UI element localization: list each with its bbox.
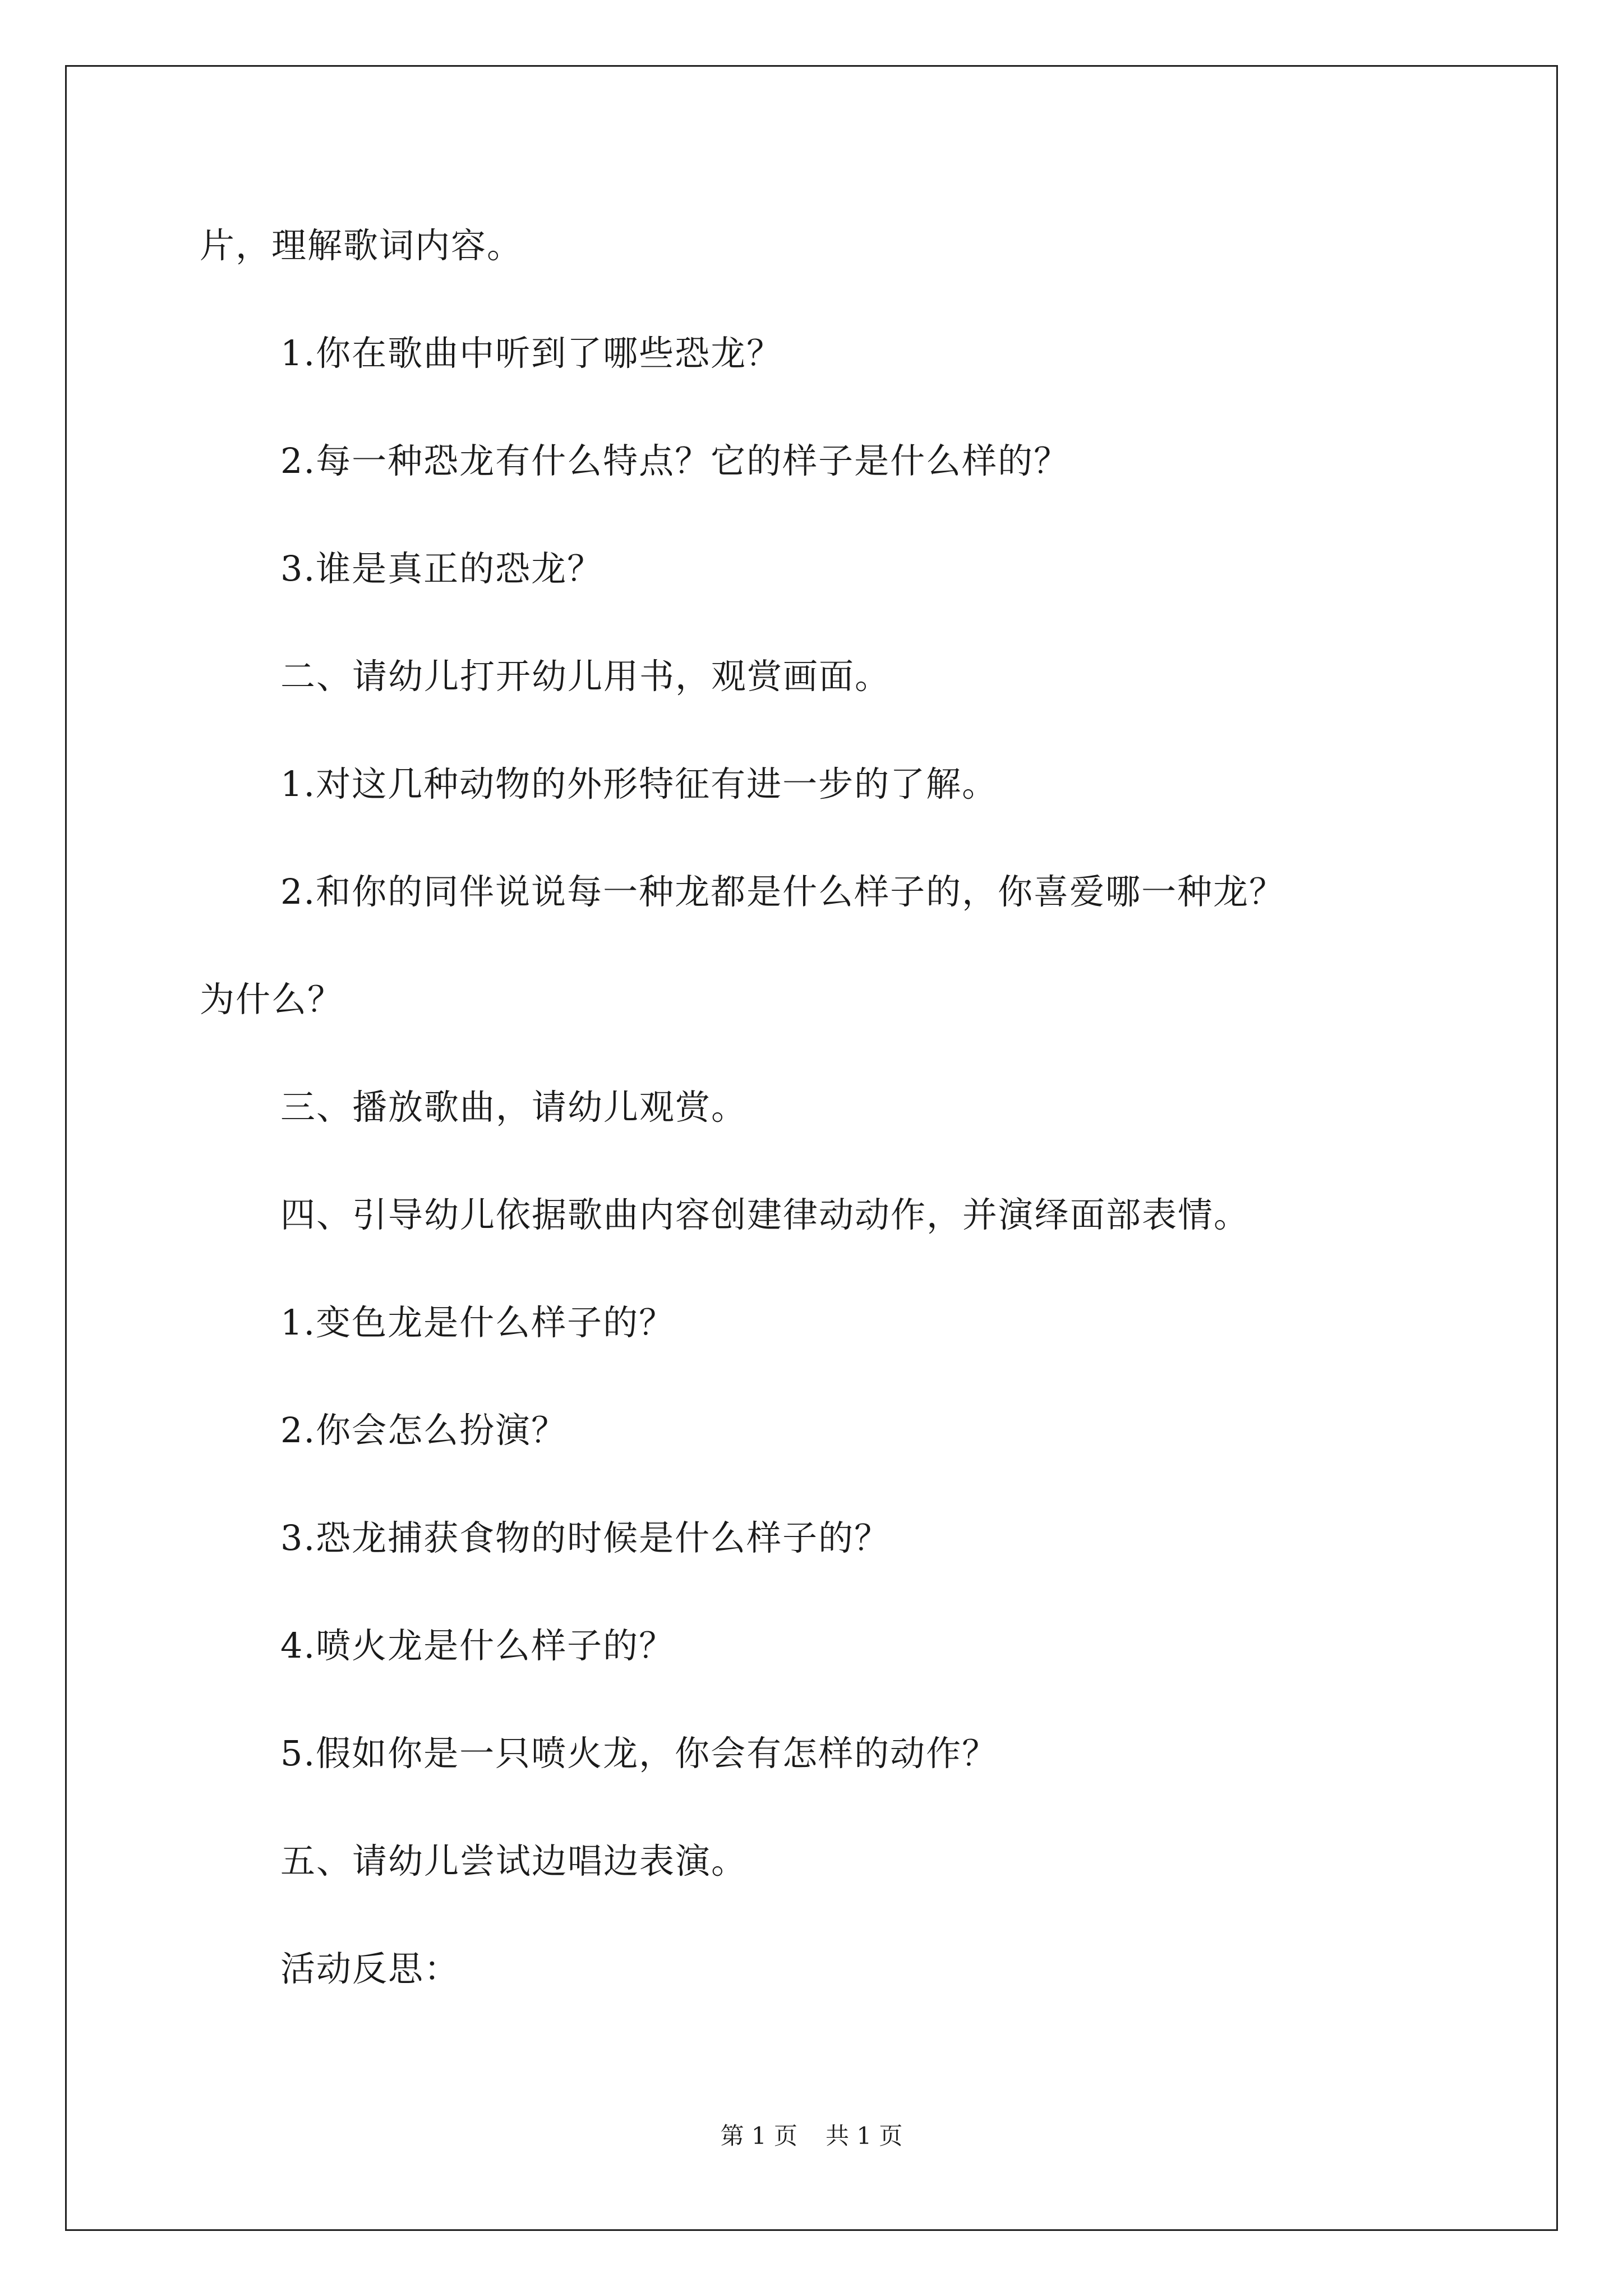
paragraph-line: 1.你在歌曲中听到了哪些恐龙？: [280, 333, 783, 374]
page-number-total: 共 1 页: [826, 2122, 903, 2150]
paragraph-line: 4.喷火龙是什么样子的？: [280, 1625, 675, 1666]
page-number-current: 第 1 页: [720, 2122, 797, 2150]
section-heading: 二、请幼儿打开幼儿用书，观赏画面。: [280, 656, 891, 697]
paragraph-line: 2.和你的同伴说说每一种龙都是什么样子的，你喜爱哪一种龙？: [280, 871, 1285, 912]
paragraph-line: 3.恐龙捕获食物的时候是什么样子的？: [280, 1517, 891, 1558]
paragraph-line: 2.你会怎么扮演？: [280, 1410, 568, 1451]
paragraph-line: 1.变色龙是什么样子的？: [280, 1302, 675, 1343]
paragraph-line: 2.每一种恐龙有什么特点？它的样子是什么样的？: [280, 440, 1070, 481]
paragraph-line: 片，理解歌词内容。: [200, 225, 523, 266]
section-heading: 三、播放歌曲，请幼儿观赏。: [280, 1087, 748, 1128]
section-heading: 五、请幼儿尝试边唱边表演。: [280, 1841, 748, 1881]
page-border: [65, 65, 1558, 2231]
paragraph-line: 为什么？: [200, 979, 344, 1020]
page-footer: [0, 2120, 1623, 2152]
section-heading: 活动反思：: [280, 1948, 460, 1989]
paragraph-line: 5.假如你是一只喷火龙，你会有怎样的动作？: [280, 1733, 998, 1774]
section-heading: 四、引导幼儿依据歌曲内容创建律动动作，并演绎面部表情。: [280, 1194, 1250, 1235]
paragraph-line: 3.谁是真正的恐龙？: [280, 548, 603, 589]
paragraph-line: 1.对这几种动物的外形特征有进一步的了解。: [280, 763, 998, 804]
